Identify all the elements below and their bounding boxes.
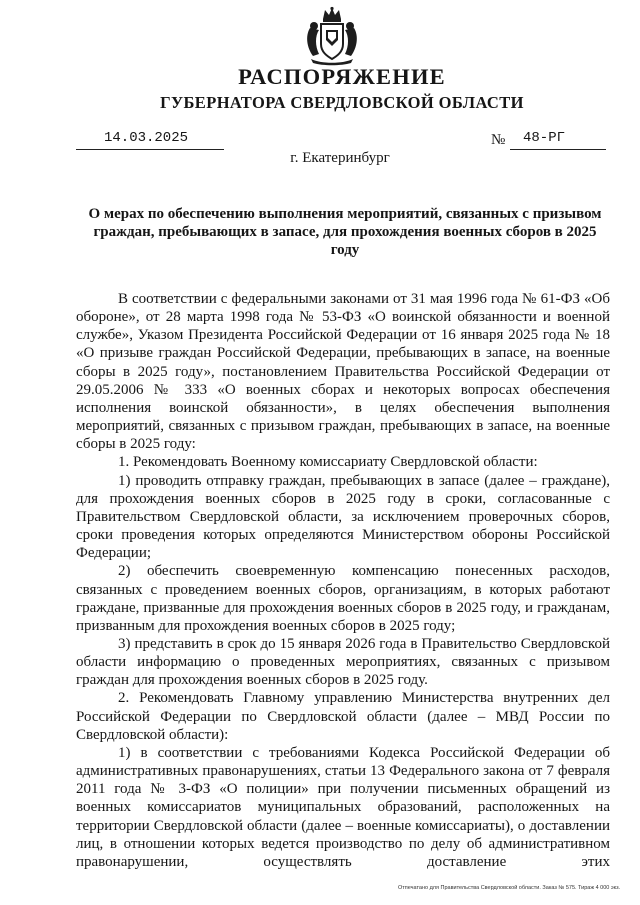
body-paragraph: 1. Рекомендовать Военному комиссариату Свердловской области: bbox=[118, 454, 538, 471]
document-title: РАСПОРЯЖЕНИЕ bbox=[238, 64, 446, 89]
number-sign: № bbox=[491, 132, 506, 148]
document-subject: О мерах по обеспечению выполнения мероприятий, связанных с призывом граждан, пребывающих в запасе, для прохождения военных сборов в 2025 году bbox=[88, 206, 602, 258]
body-paragraph: 1) в соответствии с требованиями Кодекса Российской Федерации об административных правонарушениях, статьи 13 Федерального закона от 7 февраля 2011 года № 3-ФЗ «О полиции» при получении письменных обращений из военных комиссариатов муниципальных образований, расположенных на территории Свердловской области (далее – военные комиссариаты), о доставлении лиц, в отношении которых ведется производство по делу об административном правонарушении, осуществлять доставление этих bbox=[76, 744, 610, 870]
document-city: г. Екатеринбург bbox=[290, 150, 390, 166]
body-paragraph: 2. Рекомендовать Главному управлению Министерства внутренних дел Российской Федерации по Свердловской области (далее – МВД России по Свердловской области): bbox=[76, 690, 610, 743]
coat-of-arms-icon bbox=[301, 6, 363, 66]
body-paragraph: 3) представить в срок до 15 января 2026 года в Правительство Свердловской области информацию о проведенных мероприятиях, связанных с призывом граждан для прохождения военных сборов в 2025 году. bbox=[76, 635, 610, 689]
document-body bbox=[76, 290, 610, 871]
body-paragraph: 1) проводить отправку граждан, пребывающих в запасе (далее – граждане), для прохождения военных сборов в 2025 году в сроки, согласованные с Правительством Свердловской области, за исключением проверочных сборов, сроки проведения которых определяются Министерством обороны Российской Федерации; bbox=[76, 472, 610, 562]
document-subtitle: ГУБЕРНАТОРА СВЕРДЛОВСКОЙ ОБЛАСТИ bbox=[160, 93, 524, 112]
body-paragraph: 2) обеспечить своевременную компенсацию понесенных расходов, связанных с проведением военных сборов, организациям, в которых работают граждане, призванные для прохождения военных сборов в 2025 году, и гражданам, призванным для прохождения военных сборов в 2025 году; bbox=[76, 563, 610, 634]
document-date: 14.03.2025 bbox=[104, 130, 189, 146]
body-paragraph: В соответствии с федеральными законами от 31 мая 1996 года № 61-ФЗ «Об обороне», от 28 марта 1998 года № 53-ФЗ «О воинской обязанности и военной службе», Указом Президента Российской Федерации от 16 января 2025 года № 18 «О призыве граждан Российской Федерации, пребывающих в запасе, на военные сборы в 2025 году», постановлением Правительства Российской Федерации от 29.05.2006 № 333 «О военных сборах и некоторых вопросах обеспечения исполнения воинской обязанности», в целях обеспечения выполнения мероприятий, связанных с призывом граждан, пребывающих в запасе, на военные сборы в 2025 году: bbox=[76, 291, 610, 453]
document-number: 48-РГ bbox=[523, 130, 566, 146]
print-note: Отпечатано для Правительства Свердловской области. Заказ № 575. Тираж 4 000 экз. bbox=[398, 885, 621, 891]
